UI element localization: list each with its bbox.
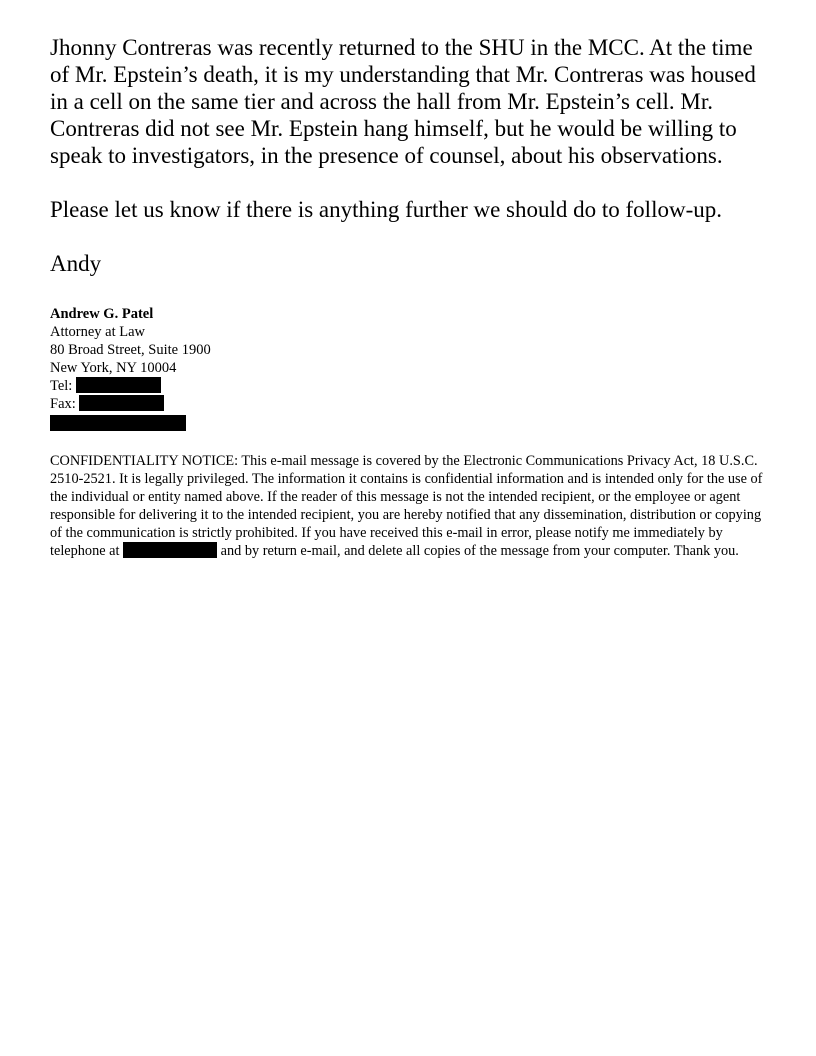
phone-redaction-box (123, 542, 217, 558)
signature-tel-line (50, 377, 772, 395)
confidentiality-notice (50, 452, 772, 560)
email-signature (50, 305, 772, 433)
fax-label: Fax: (50, 396, 76, 412)
signature-title: Attorney at Law (50, 324, 146, 340)
signature-name: Andrew G. Patel (50, 306, 154, 322)
signature-fax-line (50, 395, 772, 413)
tel-label: Tel: (50, 378, 73, 394)
signature-address-line2: New York, NY 10004 (50, 360, 177, 376)
body-paragraph-2: Please let us know if there is anything further we should do to follow-up. (50, 197, 722, 222)
sign-off: Andy (50, 251, 102, 276)
notice-text-part2: and by return e-mail, and delete all copies of the message from your computer. Thank you. (220, 543, 739, 559)
email-document (50, 34, 772, 560)
body-paragraph-1: Jhonny Contreras was recently returned to the SHU in the MCC. At the time of Mr. Epstein’s death, it is my understanding that Mr. Contreras was housed in a cell on the same tier and across the hall from Mr. Epstein’s cell. Mr. Contreras did not see Mr. Epstein hang himself, but he would be willing to speak to investigators, in the presence of counsel, about his observations. (50, 35, 756, 168)
signature-redacted-line (50, 413, 772, 433)
signature-address-line1: 80 Broad Street, Suite 1900 (50, 342, 211, 358)
email-redaction-box (50, 415, 186, 431)
tel-redaction-box (76, 377, 161, 393)
fax-redaction-box (79, 395, 164, 411)
notice-text-part1: CONFIDENTIALITY NOTICE: This e-mail message is covered by the Electronic Communications Privacy Act, 18 U.S.C. 2510-2521. It is legally privileged. The information it contains is confidential information and is intended only for the use of the individual or entity named above. If the reader of this message is not the intended recipient, or the employee or agent responsible for delivering it to the intended recipient, you are hereby notified that any dissemination, distribution or copying of the communication is strictly prohibited. If you have received this e-mail in error, please notify me immediately by telephone at (50, 453, 763, 559)
